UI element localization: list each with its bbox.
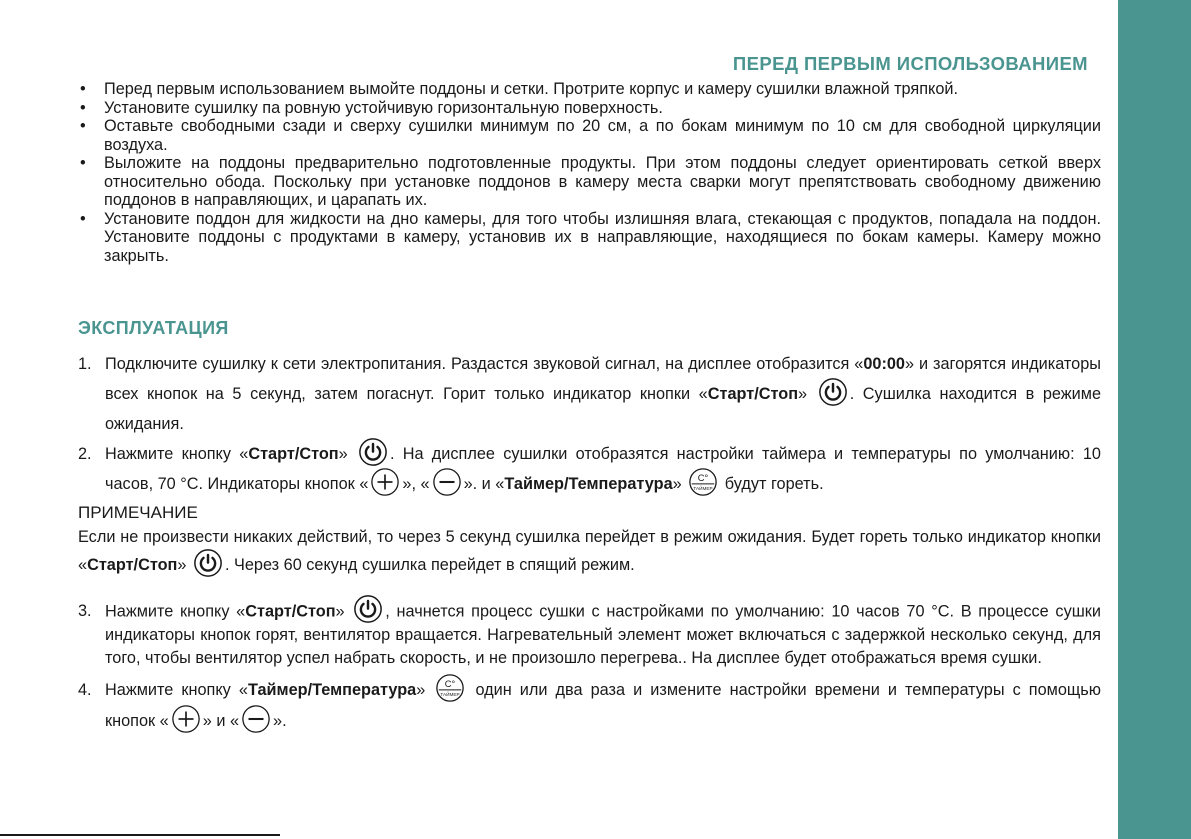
step-text: ». и « bbox=[463, 475, 505, 493]
step-4 bbox=[78, 675, 1101, 737]
power-icon bbox=[353, 594, 383, 624]
note-text-part: Если не произвести никаких действий, то через 5 секунд сушилка перейдет в режим ожидания. Будет гореть только индикатор кнопки « bbox=[78, 528, 1101, 574]
step-text: » bbox=[338, 445, 356, 463]
button-name: Старт/Стоп bbox=[87, 556, 178, 574]
operation-steps-1-2 bbox=[78, 349, 1101, 499]
list-item: • Оставьте свободными сзади и сверху сушилки минимум по 20 см, а по бокам минимум по 10 см для свободной циркуляции воздуха. bbox=[78, 117, 1101, 154]
step-text: . На дисплее сушилки отобразятся настройки таймера и температуры по умолчанию: 10 часов, 70 °C. Индикаторы кнопок « bbox=[105, 445, 1101, 493]
step-1 bbox=[78, 349, 1101, 439]
step-text: » и « bbox=[202, 712, 240, 730]
timer-temperature-icon bbox=[688, 467, 718, 497]
button-name: Таймер/Температура bbox=[247, 681, 417, 699]
note-text-part: » bbox=[177, 556, 191, 574]
step-number: 4. bbox=[78, 681, 92, 699]
button-name: Таймер/Температура bbox=[504, 475, 673, 493]
display-value: 00:00 bbox=[863, 355, 905, 373]
side-color-strip bbox=[1118, 0, 1191, 839]
step-text: один или два раза и измените настройки времени и температуры с помощью кнопок « bbox=[105, 681, 1101, 730]
step-text: » и загорятся индикаторы всех кнопок на 5 секунд, затем погаснут. Горит только индикатор кнопки « bbox=[105, 355, 1101, 403]
step-2 bbox=[78, 439, 1101, 499]
power-icon bbox=[358, 437, 388, 467]
step-3 bbox=[78, 600, 1101, 669]
step-text: » bbox=[672, 475, 687, 493]
operation-steps-3-4 bbox=[78, 600, 1101, 737]
step-text: Нажмите кнопку « bbox=[105, 681, 248, 699]
svg-text:ТАЙМЕР: ТАЙМЕР bbox=[693, 485, 713, 491]
before-use-list bbox=[78, 80, 1101, 265]
footer-divider bbox=[0, 834, 280, 836]
section-title-before-first-use: ПЕРЕД ПЕРВЫМ ИСПОЛЬЗОВАНИЕМ bbox=[732, 53, 1088, 74]
step-text: Подключите сушилку к сети электропитания. Раздастся звуковой сигнал, на дисплее отобразится « bbox=[105, 355, 864, 373]
section-title-operation: ЭКСПЛУАТАЦИЯ bbox=[78, 318, 229, 338]
minus-icon bbox=[432, 467, 462, 497]
svg-text:ТАЙМЕР: ТАЙМЕР bbox=[440, 691, 461, 697]
plus-icon bbox=[370, 467, 400, 497]
step-text: будут гореть. bbox=[720, 475, 824, 493]
note-text-part: . Через 60 секунд сушилка перейдет в спящий режим. bbox=[224, 556, 635, 574]
power-icon bbox=[818, 377, 848, 407]
note-title: ПРИМЕЧАНИЕ bbox=[78, 503, 198, 522]
list-item: • Установите поддон для жидкости на дно камеры, для того чтобы излишняя влага, стекающая с продуктов, попадала на поддон. Установите поддоны с продуктами в камеру, установив их в направляющие, находящиеся по бокам камеры. Камеру можно закрыть. bbox=[78, 210, 1101, 266]
step-text: . Сушилка находится в режиме ожидания. bbox=[105, 385, 1102, 433]
plus-icon bbox=[171, 704, 201, 734]
button-name: Старт/Стоп bbox=[245, 602, 336, 621]
step-number: 2. bbox=[78, 445, 92, 463]
list-item: • Перед первым использованием вымойте поддоны и сетки. Протрите корпус и камеру сушилки влажной тряпкой. bbox=[78, 80, 1101, 99]
step-text: » bbox=[416, 681, 434, 699]
step-text: Нажмите кнопку « bbox=[105, 602, 246, 621]
svg-text:C°: C° bbox=[445, 678, 456, 689]
step-text: » bbox=[798, 385, 816, 403]
power-icon bbox=[193, 548, 223, 578]
step-text: ». bbox=[273, 712, 287, 730]
list-item: • Установите сушилку па ровную устойчивую горизонтальную поверхность. bbox=[78, 99, 1101, 118]
step-text: , начнется процесс сушки с настройками по умолчанию: 10 часов 70 °C. В процессе сушки индикаторы кнопок горят, вентилятор вращается. Нагревательный элемент может включаться с задержкой несколько секунд, для того, чтобы вентилятор успел набрать скорость, и не произошло перегрева.. На дисплее будет отображаться время сушки. bbox=[105, 602, 1101, 667]
button-name: Старт/Стоп bbox=[707, 385, 799, 403]
step-number: 1. bbox=[78, 355, 92, 373]
step-text: » bbox=[335, 602, 352, 621]
svg-text:C°: C° bbox=[697, 472, 709, 483]
list-item: • Выложите на поддоны предварительно подготовленные продукты. При этом поддоны следует ориентировать сеткой вверх относительно обода. Поскольку при установке поддонов в камеру места сварки могут препятствовать свободному движению поддонов в направляющих, и царапать их. bbox=[78, 154, 1101, 210]
step-number: 3. bbox=[78, 602, 92, 620]
button-name: Старт/Стоп bbox=[248, 445, 339, 463]
step-text: Нажмите кнопку « bbox=[105, 445, 249, 463]
note-text bbox=[78, 523, 1101, 579]
step-text: », « bbox=[402, 475, 430, 493]
minus-icon bbox=[241, 704, 271, 734]
timer-temperature-icon bbox=[435, 673, 465, 703]
